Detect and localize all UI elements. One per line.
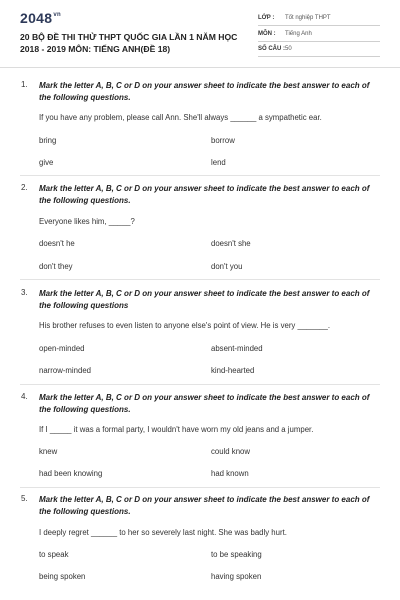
option-b[interactable]: to be speaking	[211, 550, 262, 559]
question-number: 4.	[21, 392, 28, 401]
option-b[interactable]: absent-minded	[211, 344, 263, 353]
option-c[interactable]: narrow-minded	[39, 366, 92, 375]
option-c[interactable]: had been knowing	[39, 469, 103, 478]
question-divider	[20, 487, 380, 488]
option-b[interactable]: doesn't she	[211, 239, 251, 248]
meta-class	[258, 13, 380, 26]
question-instruction: Mark the letter A, B, C or D on your answer sheet to indicate the best answer to each of the following questions.	[39, 81, 370, 102]
option-a[interactable]: to speak	[39, 550, 69, 559]
option-d[interactable]: don't you	[211, 262, 243, 271]
question-stem: His brother refuses to even listen to anyone else's point of view. He is very _______.	[39, 321, 331, 330]
option-d[interactable]: kind-hearted	[211, 366, 255, 375]
question-number: 3.	[21, 288, 28, 297]
question-stem: If I _____ it was a formal party, I wouldn't have worn my old jeans and a jumper.	[39, 425, 314, 434]
meta-subject-value: Tiếng Anh	[285, 31, 312, 37]
option-c[interactable]: give	[39, 158, 54, 167]
question-number: 1.	[21, 80, 28, 89]
question-number: 5.	[21, 494, 28, 503]
meta-subject	[258, 29, 380, 42]
question-stem: I deeply regret ______ to her so severely last night. She was badly hurt.	[39, 528, 287, 537]
question-divider	[20, 384, 380, 385]
option-d[interactable]: having spoken	[211, 572, 262, 581]
question-stem: Everyone likes him, _____?	[39, 217, 135, 226]
question-divider	[20, 279, 380, 280]
page-header	[0, 0, 400, 66]
exam-title: 20 BỘ ĐỀ THI THỬ THPT QUỐC GIA LẦN 1 NĂM HỌC 2018 - 2019 MÔN: TIẾNG ANH(ĐỀ 18)	[20, 32, 238, 54]
option-a[interactable]: bring	[39, 136, 57, 145]
meta-subject-key: MÔN :	[258, 31, 276, 37]
option-b[interactable]: could know	[211, 447, 251, 456]
option-d[interactable]: lend	[211, 158, 226, 167]
question-instruction: Mark the letter A, B, C or D on your answer sheet to indicate the best answer to each of the following questions.	[39, 495, 370, 516]
question-divider	[20, 175, 380, 176]
meta-count-value: 50	[285, 46, 292, 52]
option-a[interactable]: open-minded	[39, 344, 85, 353]
meta-count	[258, 44, 380, 57]
option-c[interactable]: being spoken	[39, 572, 86, 581]
option-a[interactable]: doesn't he	[39, 239, 75, 248]
question-instruction: Mark the letter A, B, C or D on your answer sheet to indicate the best answer to each of the following questions.	[39, 184, 370, 205]
question-stem: If you have any problem, please call Ann. She'll always ______ a sympathetic ear.	[39, 113, 322, 122]
logo-suffix: vn	[53, 12, 61, 18]
option-b[interactable]: borrow	[211, 136, 235, 145]
option-c[interactable]: don't they	[39, 262, 73, 271]
option-d[interactable]: had known	[211, 469, 249, 478]
logo-text: 2048	[20, 10, 53, 26]
question-number: 2.	[21, 183, 28, 192]
meta-class-value: Tốt nghiệp THPT	[285, 15, 331, 21]
question-instruction: Mark the letter A, B, C or D on your answer sheet to indicate the best answer to each of the following questions.	[39, 393, 370, 414]
option-a[interactable]: knew	[39, 447, 58, 456]
meta-class-key: LỚP :	[258, 15, 275, 21]
meta-count-key: SỐ CÂU :	[258, 46, 285, 52]
header-divider	[0, 67, 400, 68]
question-instruction: Mark the letter A, B, C or D on your answer sheet to indicate the best answer to each of the following questions	[39, 289, 370, 310]
logo[interactable]	[20, 10, 61, 26]
